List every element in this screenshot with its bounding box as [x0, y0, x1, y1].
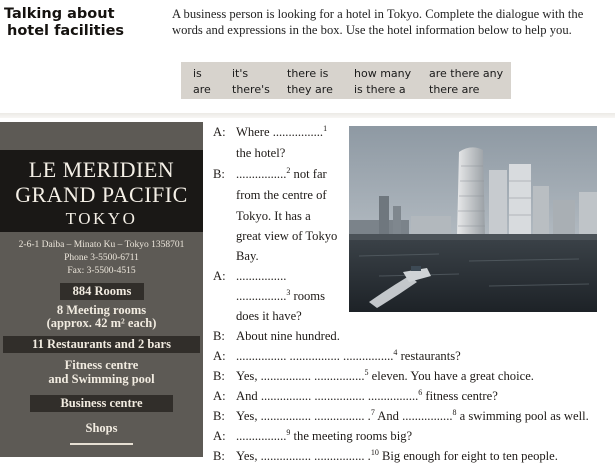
restaurants-feature: 11 Restaurants and 2 bars — [3, 336, 200, 353]
word-option: there's — [232, 83, 270, 96]
hotel-photo — [349, 126, 597, 312]
dialogue-line: Yes, ................ ................ .$^7$ And ................$^8$ a swimming pool as well. — [236, 407, 589, 423]
hotel-info-card — [0, 122, 203, 457]
hotel-name-line-1: LE MERIDIEN — [28, 157, 175, 182]
dialogue-line: Tokyo. It has a — [236, 209, 311, 223]
speaker-label: B: — [213, 449, 225, 463]
dialogue-line: great view of Tokyo — [236, 229, 338, 243]
dialogue-line: Where ................$^1$ — [236, 123, 328, 139]
hotel-name-line-2: GRAND PACIFIC — [15, 182, 188, 207]
dialogue-line: ................ — [236, 269, 287, 283]
speaker-label: A: — [213, 429, 226, 443]
heading-line-1: Talking about — [4, 6, 115, 22]
speaker-label: A: — [213, 125, 226, 139]
dialogue-line: ................ ................ ................$^4$ restaurants? — [236, 347, 461, 363]
speaker-label: B: — [213, 167, 225, 181]
word-option: how many — [354, 67, 412, 80]
divider-strip — [0, 113, 615, 118]
dialogue-line: does it have? — [236, 309, 302, 323]
speaker-label: B: — [213, 329, 225, 343]
dialogue-line: ................$^9$ the meeting rooms big? — [236, 427, 413, 443]
word-option: is — [193, 67, 202, 80]
fitness-feature: Fitness centre — [64, 358, 139, 372]
word-option: they are — [287, 83, 333, 96]
word-option: is there a — [354, 83, 406, 96]
meeting-rooms-size: (approx. 42 m² each) — [46, 316, 157, 330]
dialogue-line: About nine hundred. — [236, 329, 340, 343]
dialogue-line: Yes, ................ ................ .$^{10}$ Big enough for eight to ten people. — [236, 447, 558, 463]
instructions-text: A business person is looking for a hotel in Tokyo. Complete the dialogue with the words and expressions in the box. Use the hotel information below to help you. — [172, 7, 584, 37]
dialogue-line: from the centre of — [236, 188, 327, 202]
shops-underline — [70, 443, 133, 445]
speaker-label: A: — [213, 269, 226, 283]
hotel-address: 2-6-1 Daiba – Minato Ku – Tokyo 1358701 — [18, 240, 185, 250]
dialogue-line: Yes, ................ ................$^5$ eleven. You have a great choice. — [236, 367, 534, 383]
dialogue-line: And ................ ................ ................$^6$ fitness centre? — [236, 387, 498, 403]
speaker-label: B: — [213, 409, 225, 423]
word-option: there are — [429, 83, 480, 96]
shops-feature: Shops — [85, 421, 118, 435]
hotel-name-block — [0, 150, 203, 232]
dialogue-line: ................$^2$ not far — [236, 165, 327, 181]
dialogue-line: the hotel? — [236, 146, 286, 160]
speaker-label: A: — [213, 349, 226, 363]
speaker-label: B: — [213, 369, 225, 383]
meeting-rooms-feature: 8 Meeting rooms — [56, 303, 147, 317]
dialogue-line: Bay. — [236, 249, 259, 263]
word-box — [181, 62, 511, 99]
word-option: are there any — [429, 67, 504, 80]
hotel-city: TOKYO — [65, 209, 138, 228]
hotel-phone: Phone 3-5500-6711 — [64, 253, 139, 263]
word-option: it's — [232, 67, 249, 80]
hotel-fax: Fax: 3-5500-4515 — [67, 266, 136, 276]
section-heading — [4, 6, 134, 40]
rooms-feature: 884 Rooms — [60, 283, 144, 300]
hotel-photo-image — [349, 126, 597, 312]
dialogue-line: ................$^3$ rooms — [236, 287, 326, 303]
word-option: there is — [287, 67, 329, 80]
heading-line-2: hotel facilities — [7, 23, 125, 39]
pool-feature: and Swimming pool — [48, 372, 155, 386]
business-centre-feature: Business centre — [30, 395, 173, 412]
word-option: are — [193, 83, 211, 96]
speaker-label: A: — [213, 389, 226, 403]
